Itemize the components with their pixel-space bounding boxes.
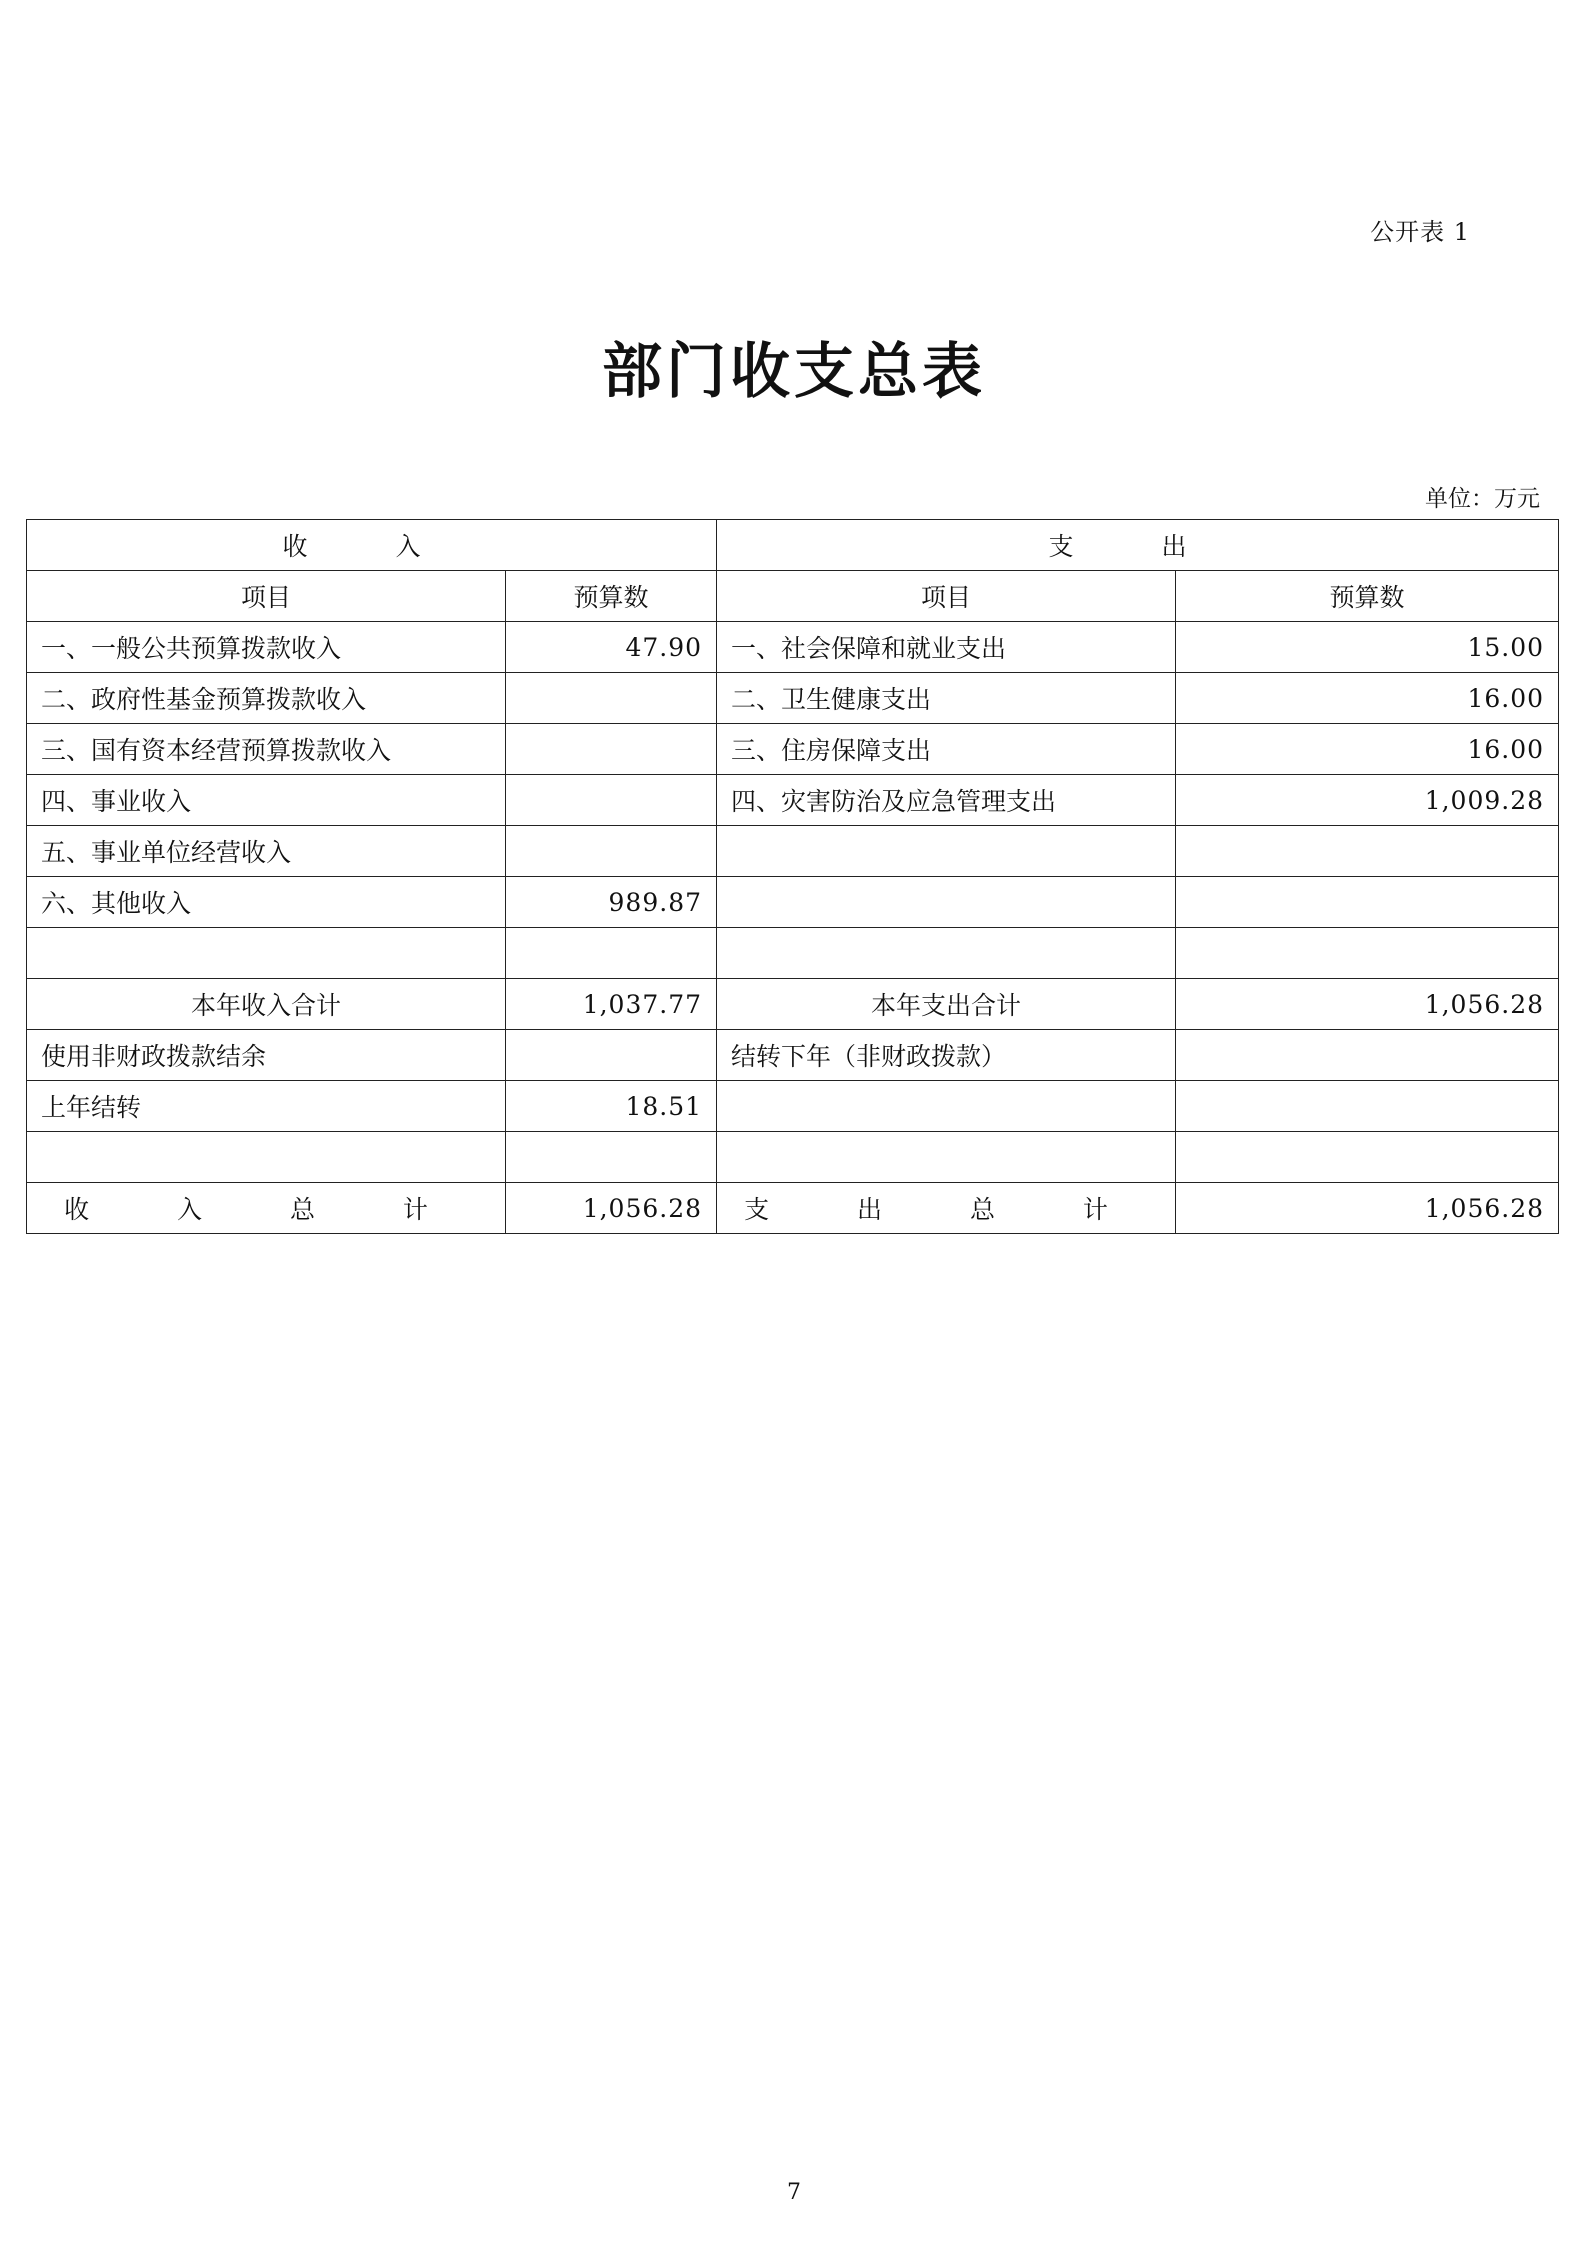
income-item: 上年结转 bbox=[27, 1081, 506, 1132]
expense-item: 三、住房保障支出 bbox=[717, 724, 1176, 775]
page-title: 部门收支总表 bbox=[602, 337, 986, 407]
income-item: 五、事业单位经营收入 bbox=[27, 826, 506, 877]
income-item: 三、国有资本经营预算拨款收入 bbox=[27, 724, 506, 775]
expense-value: 1,009.28 bbox=[1176, 775, 1559, 826]
income-value: 47.90 bbox=[506, 622, 717, 673]
income-value bbox=[506, 775, 717, 826]
expense-item: 二、卫生健康支出 bbox=[717, 673, 1176, 724]
income-value bbox=[506, 1030, 717, 1081]
income-total-value: 1,056.28 bbox=[506, 1183, 717, 1234]
income-subtotal-value: 1,037.77 bbox=[506, 979, 717, 1030]
section-header-row bbox=[27, 520, 1559, 571]
total-row bbox=[27, 1183, 1559, 1234]
income-value bbox=[506, 928, 717, 979]
column-header-row bbox=[27, 571, 1559, 622]
expense-value bbox=[1176, 826, 1559, 877]
table-row bbox=[27, 724, 1559, 775]
income-item bbox=[27, 1132, 506, 1183]
income-value bbox=[506, 826, 717, 877]
expense-value: 15.00 bbox=[1176, 622, 1559, 673]
income-item-header: 项目 bbox=[27, 571, 506, 622]
income-budget-header: 预算数 bbox=[506, 571, 717, 622]
expense-item bbox=[717, 928, 1176, 979]
unit-label: 单位：万元 bbox=[1425, 486, 1540, 512]
table-row bbox=[27, 673, 1559, 724]
income-value bbox=[506, 1132, 717, 1183]
income-total-label: 收 入 总 计 bbox=[27, 1183, 506, 1234]
income-value bbox=[506, 673, 717, 724]
document-label: 公开表 1 bbox=[1370, 218, 1470, 246]
income-item: 一、一般公共预算拨款收入 bbox=[27, 622, 506, 673]
table-row bbox=[27, 877, 1559, 928]
table-row bbox=[27, 928, 1559, 979]
expense-total-label: 支 出 总 计 bbox=[717, 1183, 1176, 1234]
table-row bbox=[27, 1081, 1559, 1132]
expense-value bbox=[1176, 1132, 1559, 1183]
expense-budget-header: 预算数 bbox=[1176, 571, 1559, 622]
income-item bbox=[27, 928, 506, 979]
income-item: 四、事业收入 bbox=[27, 775, 506, 826]
table-row bbox=[27, 1132, 1559, 1183]
expense-value bbox=[1176, 1081, 1559, 1132]
income-value: 989.87 bbox=[506, 877, 717, 928]
expense-item: 四、灾害防治及应急管理支出 bbox=[717, 775, 1176, 826]
table-row bbox=[27, 826, 1559, 877]
expense-item: 一、社会保障和就业支出 bbox=[717, 622, 1176, 673]
expense-total-value: 1,056.28 bbox=[1176, 1183, 1559, 1234]
page-number: 7 bbox=[787, 2180, 801, 2205]
income-subtotal-label: 本年收入合计 bbox=[27, 979, 506, 1030]
expense-subtotal-label: 本年支出合计 bbox=[717, 979, 1176, 1030]
income-value: 18.51 bbox=[506, 1081, 717, 1132]
expense-item bbox=[717, 1081, 1176, 1132]
budget-summary-table bbox=[26, 519, 1559, 1234]
expense-item bbox=[717, 1132, 1176, 1183]
expense-value bbox=[1176, 1030, 1559, 1081]
table-row bbox=[27, 1030, 1559, 1081]
expense-item bbox=[717, 826, 1176, 877]
expense-value: 16.00 bbox=[1176, 724, 1559, 775]
income-item: 六、其他收入 bbox=[27, 877, 506, 928]
subtotal-row bbox=[27, 979, 1559, 1030]
income-item: 使用非财政拨款结余 bbox=[27, 1030, 506, 1081]
expense-subtotal-value: 1,056.28 bbox=[1176, 979, 1559, 1030]
expense-value bbox=[1176, 928, 1559, 979]
expense-value bbox=[1176, 877, 1559, 928]
income-value bbox=[506, 724, 717, 775]
expense-item: 结转下年（非财政拨款） bbox=[717, 1030, 1176, 1081]
income-item: 二、政府性基金预算拨款收入 bbox=[27, 673, 506, 724]
income-section-header: 收 入 bbox=[27, 520, 717, 571]
expense-value: 16.00 bbox=[1176, 673, 1559, 724]
expense-item bbox=[717, 877, 1176, 928]
expense-item-header: 项目 bbox=[717, 571, 1176, 622]
table-row bbox=[27, 622, 1559, 673]
expense-section-header: 支 出 bbox=[717, 520, 1559, 571]
table-row bbox=[27, 775, 1559, 826]
